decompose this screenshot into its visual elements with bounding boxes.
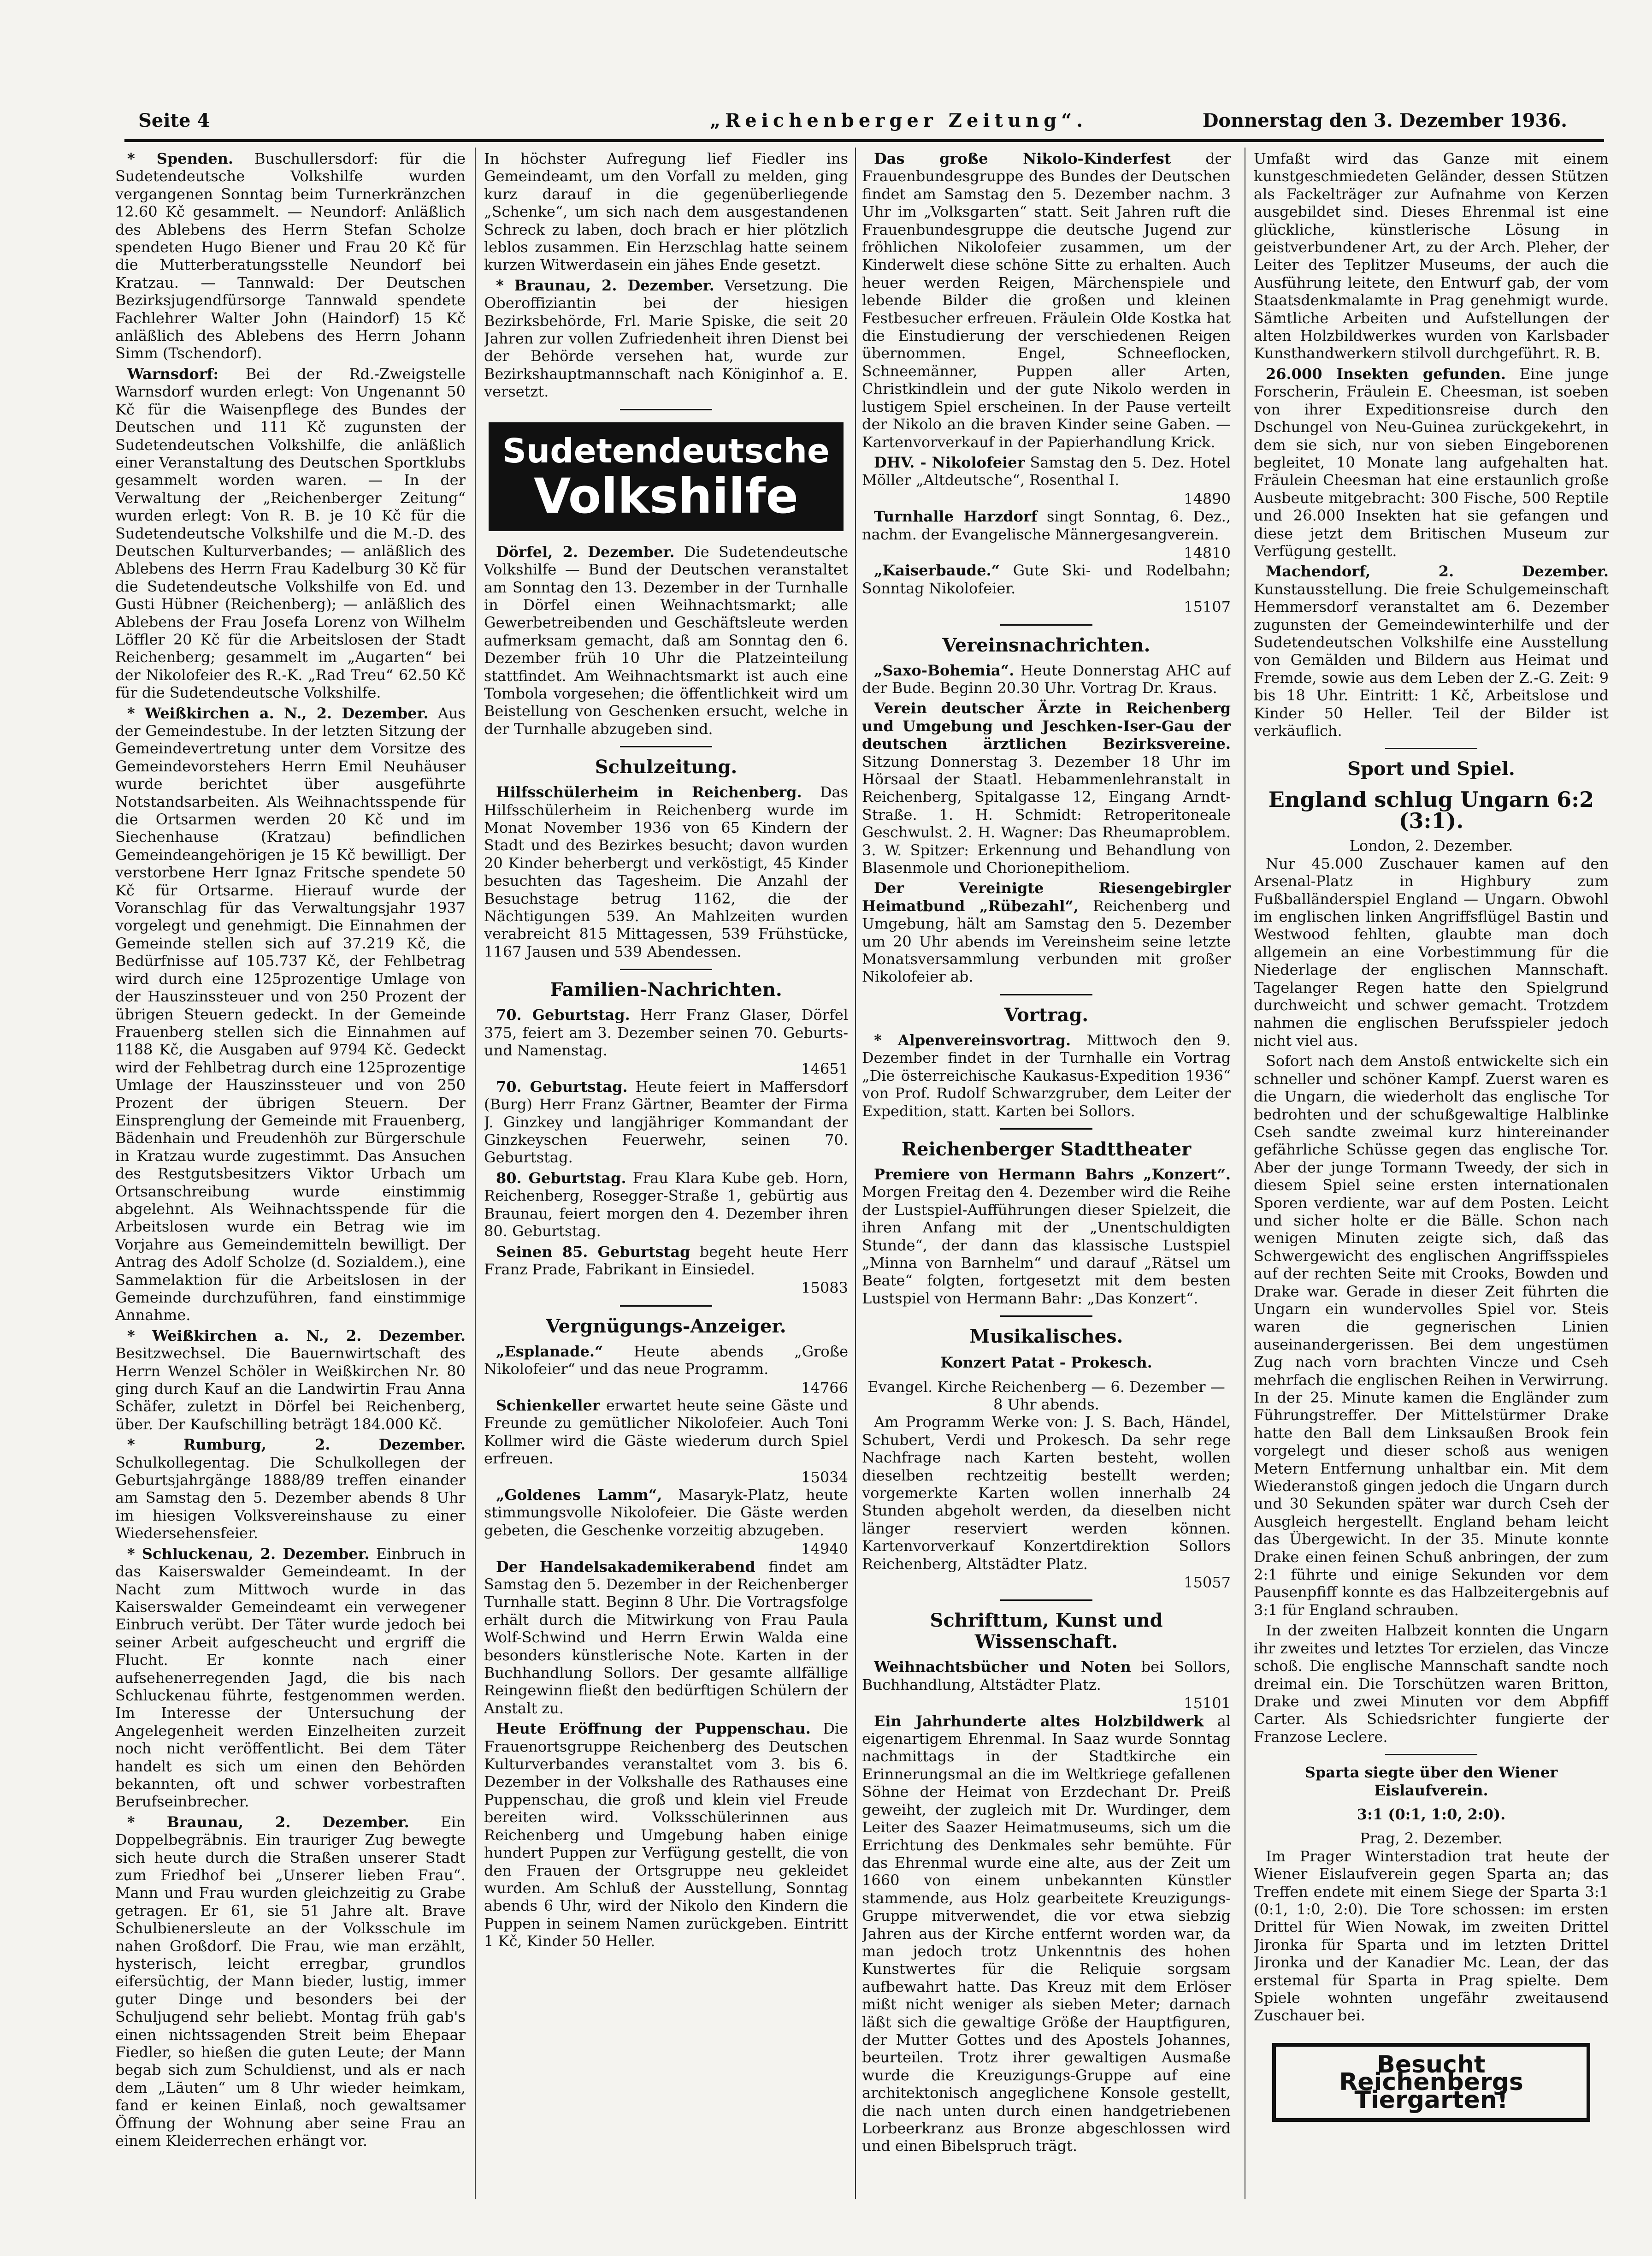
volkshilfe-logo: Sudetendeutsche Volkshilfe [489, 422, 844, 531]
notice-number: 14651 [801, 1060, 848, 1078]
notice: Heute Eröffnung der Puppenschau. Die Frauenortsgruppe Reichenberg des Deutschen Kulturverbandes veranstaltet vom 3. bis 6. Dezember in der Volkshalle des Rathauses eine Puppenschau, die groß und klein viel Freude bereiten wird. Volksschülerinnen aus Reichenberg und Umgebung haben einige hundert Puppen zur Verfügung gestellt, die von den Frauen der Ortsgruppe neu gekleidet wurden. Am Schluß der Ausstellung, Sonntag abends 6 Uhr, wird der Nikolo den Kindern die Puppen in seinem Namen zurückgeben. Eintritt 1 Kč, Kinder 50 Heller. [484, 1720, 848, 1950]
notice-number: 15083 [801, 1279, 848, 1297]
article: Machendorf, 2. Dezember. Kunstausstellung. Die freie Schulgemeinschaft Hemmersdorf veranstaltet am 6. Dezember zugunsten der Gemeindewinterhilfe und der Sudetendeutschen Volkshilfe eine Ausstellung von Gemälden und Bildern aus Heimat und Fremde, sowie aus dem Leben der Z.-G. Zeit: 9 bis 18 Uhr. Eintritt: 1 Kč, Arbeitslose und Kinder 50 Heller. Teil der Bilder ist verkäuflich. [1254, 563, 1609, 740]
match-score: 3:1 (0:1, 1:0, 2:0). [1357, 1805, 1506, 1823]
section-heading: Sport und Spiel. [1347, 758, 1515, 780]
section-heading: Familien-Nachrichten. [550, 979, 782, 1001]
article: Warnsdorf: Bei der Rd.-Zweigstelle Warnsdorf wurden erlegt: Von Ungenannt 50 Kč für die Waisenpflege des Bundes der Deutschen und 111 Kč zugunsten der Sudetendeutschen Volkshilfe, die anläßlich einer Veranstaltung des Deutschen Sportklubs gesammelt worden waren. — In der Verwaltung der „Reichenberger Zeitung“ wurden erlegt: Von R. B. je 10 Kč für die Sudetendeutsche Volkshilfe und die M.-D. des Deutschen Kulturverbandes; — anläßlich des Ablebens des Herrn Frau Kadelburg 30 Kč für die Sudetendeutsche Volkshilfe von Ed. und Gusti Hübner (Reichenberg); — anläßlich des Ablebens der Frau Josefa Lorenz von Wilhelm Löffler 20 Kč für die Arbeitslosen der Stadt Reichenberg; gesammelt im „Augarten“ bei der Nikolofeier des R.-K. „Rad Treu“ 62.50 Kč für die Sudetendeutsche Volkshilfe. [115, 365, 466, 702]
notice: Seinen 85. Geburtstag begeht heute Herr Franz Prade, Fabrikant in Einsiedel. [484, 1243, 848, 1278]
separator [1000, 1599, 1092, 1601]
paragraph: Sofort nach dem Anstoß entwickelte sich ein schneller und schöner Kampf. Zuerst waren es die Ungarn, die wiederholt das englische Tor bedrohten und der schußgewaltige Halblinke Cseh sandte zweimal kurz hintereinander gefährliche Schüsse gegen das englische Tor. Aber der junge Tormann Tweedy, der sich in diesem Spiel seine ersten internationalen Sporen verdiente, war auf dem Posten. Leicht und sicher holte er die Bälle. Schon nach wenigen Minuten zeigte sich, daß das Schwergewicht des englischen Angriffsspieles auf der rechten Seite mit Crooks, Bowden und Drake war. Gerade in dieser Zeit führten die Ungarn ein wundervolles Spiel vor. Steis waren die gegnerischen Linien auseinandergerissen. Bei dem ungestümen Zug nach vorn brachten Vincze und Cseh mehrfach die englischen Reihen in Verwirrung. In der 25. Minute kamen die Engländer zum Führungstreffer. Der Mittelstürmer Drake hatte den Ball dem Linksaußen Brook fein vorgelegt und dieser schoß aus wenigen Metern Entfernung unhaltbar ein. Mit dem Wiederanstoß gingen jedoch die Ungarn durch und 30 Sekunden später war durch Cseh der Ausgleich hergestellt. England beham leicht das Übergewicht. In der 35. Minute konnte Drake einen feinen Schuß anbringen, der zum 2:1 führte und einige Sekunden vor dem Pausenpfiff konnte es das Halbzeitergebnis auf 3:1 für England schrauben. [1254, 1052, 1609, 1619]
column-rule [855, 148, 856, 2199]
separator [1385, 748, 1477, 749]
paragraph: Nur 45.000 Zuschauer kamen auf den Arsenal-Platz in Highbury zum Fußballänderspiel England — Ungarn. Obwohl im englischen linken Angriffsflügel Bastin und Westwood fehlten, glaubte man doch allgemein an eine Vorbestimmung für die Niederlage der englischen Mannschaft. Tagelanger Regen hatte den Spielgrund durchweicht und schwer gemacht. Trotzdem nahmen die englischen Berufsspieler jedoch nicht viel aus. [1254, 854, 1609, 1049]
section-heading: Schulzeitung. [595, 756, 738, 778]
separator [1000, 1128, 1092, 1130]
section-heading: Musikalisches. [969, 1326, 1123, 1348]
paragraph: In der zweiten Halbzeit konnten die Ungarn ihr zweites und letztes Tor erzielen, das Vincze schoß. Die englische Mannschaft sandte noch dreimal ein. Die Torschützen waren Britton, Drake und zwei Minuten vor dem Abpfiff Carter. Als Schiedsrichter fungierte der Franzose Leclere. [1254, 1622, 1609, 1746]
column-2 [484, 150, 848, 2197]
notice-number: 15057 [1184, 1574, 1231, 1592]
article: * Spenden. Buschullersdorf: für die Sudetendeutsche Volkshilfe wurden vergangenen Sonntag beim Turnerkränzchen 12.60 Kč gesammelt. — Neundorf: Anläßlich des Ablebens des Herrn Stefan Scholze spendeten Hugo Biener und Frau 20 Kč für die Mutterberatungsstelle Neundorf bei Kratzau. — Tannwald: Der Deutschen Bezirksjugendfürsorge Tannwald spendete Fachlehrer Walter John (Haindorf) 15 Kč anläßlich des Ablebens des Herrn Johann Simm (Tschendorf). [115, 150, 466, 362]
section-heading: Schrifttum, Kunst und Wissenschaft. [930, 1610, 1163, 1653]
notice: Verein deutscher Ärzte in Reichenberg und Umgebung und Jeschken-Iser-Gau der deutschen ärztlichen Bezirksvereine. Sitzung Donnerstag 3. Dezember 18 Uhr im Hörsaal der Staatl. Hebammenlehranstalt in Reichenberg, Spitalgasse 12, Eingang Arndt-Straße. 1. H. Schmidt: Retroperitoneale Geschwulst. 2. H. Wagner: Das Rheumaproblem. 3. W. Spitzer: Erkennung und Behandlung von Blasenmole und Chorionepitheliom. [862, 699, 1231, 877]
concert-venue: Evangel. Kirche Reichenberg — 6. Dezember — 8 Uhr abends. [867, 1378, 1225, 1413]
article: * Rumburg, 2. Dezember. Schulkollegentag. Die Schulkollegen der Geburtsjahrgänge 1888/89 treffen einander am Samstag den 5. Dezember abends 8 Uhr im hiesigen Volksvereinshause zu einer Wiedersehensfeier. [115, 1436, 466, 1542]
newspaper-title: „Reichenberger Zeitung“. [710, 110, 1088, 131]
issue-date: Donnerstag den 3. Dezember 1936. [1202, 110, 1567, 131]
article: * Weißkirchen a. N., 2. Dezember. Besitzwechsel. Die Bauernwirtschaft des Herrn Wenzel Schöler in Weißkirchen Nr. 80 ging durch Kauf an die Landwirtin Frau Anna Schäfer, zuletzt in Dörfel bei Reichenberg, über. Der Kaufschilling beträgt 184.000 Kč. [115, 1326, 466, 1433]
column-rule [475, 148, 476, 2199]
section-heading: Vortrag. [1004, 1004, 1089, 1026]
separator [620, 746, 712, 747]
separator [620, 409, 712, 410]
notice: Das große Nikolo-Kinderfest der Frauenbundesgruppe des Bundes der Deutschen findet am Samstag den 5. Dezember nachm. 3 Uhr im „Volksgarten“ statt. Seit Jahren ruft die Frauenbundesgruppe die deutsche Jugend zur fröhlichen Nikolofeier zusammen, um der Kinderwelt diese schöne Sitte zu erhalten. Auch heuer werden Reigen, Märchenspiele und lebende Bilder die großen und kleinen Festbesucher erfreuen. Fräulein Olde Kostka hat die Einstudierung der verschiedenen Reigen übernommen. Engel, Schneeflocken, Schneemänner, Puppen aller Arten, Christkindlein und der gute Nikolo werden in lustigem Spiel erscheinen. In der Pause verteilt der Nikolo an die braven Kinder seine Gaben. — Kartenvorverkauf in der Papierhandlung Krick. [862, 150, 1231, 451]
notice-number: 14766 [801, 1379, 848, 1397]
article: 26.000 Insekten gefunden. Eine junge Forscherin, Fräulein E. Cheesman, ist soeben von ihrer Expeditionsreise durch den Dschungel von Neu-Guinea zurückgekehrt, in dem sie sich, nur von sieben Eingeborenen begleitet, 10 Monate lang aufgehalten hat. Fräulein Cheesman hat eine erstaunlich große Ausbeute mitgebracht: 300 Fische, 500 Reptile und 26.000 Insekten hat sie gefangen und diese jetzt dem Britischen Museum zur Verfügung gestellt. [1254, 365, 1609, 560]
column-4 [1254, 150, 1609, 2197]
notice: DHV. - Nikolofeier Samstag den 5. Dez. Hotel Möller „Altdeutsche“, Rosenthal I. [862, 453, 1231, 489]
zoo-advertisement: Besucht Reichenbergs Tiergarten! [1272, 2043, 1590, 2122]
header-rule [124, 139, 1604, 142]
notice: Der Vereinigte Riesengebirgler Heimatbund „Rübezahl“, Reichenberg und Umgebung, hält am Samstag den 5. Dezember um 20 Uhr abends im Vereinsheim seine letzte Monatsversammlung verbunden mit großer Nikolofeier ab. [862, 879, 1231, 986]
notice: 70. Geburtstag. Herr Franz Glaser, Dörfel 375, feiert am 3. Dezember seinen 70. Geburts- und Namenstag. [484, 1006, 848, 1060]
notice: 80. Geburtstag. Frau Klara Kube geb. Horn, Reichenberg, Rosegger-Straße 1, gebürtig aus Braunau, feiert morgen den 4. Dezember ihren 80. Geburtstag. [484, 1169, 848, 1240]
section-heading: Vereinsnachrichten. [942, 634, 1150, 656]
section-heading: Vergnügungs-Anzeiger. [546, 1315, 786, 1337]
notice-number: 14890 [1184, 490, 1231, 508]
notice-number: 15101 [1184, 1694, 1231, 1712]
notice-number: 14940 [801, 1540, 848, 1558]
article: Hilfsschülerheim in Reichenberg. Das Hilfsschülerheim in Reichenberg wurde im Monat November 1936 von 65 Kindern der Stadt und des Bezirkes besucht; davon wurden 20 Kinder beherbergt und verköstigt, 45 Kinder besuchten das Tagesheim. Die Anzahl der Besuchstage betrug 1162, die der Nächtigungen 539. An Mahlzeiten wurden verabreicht 815 Mittagessen, 539 Frühstücke, 1167 Jausen und 539 Abendessen. [484, 783, 848, 960]
notice: Am Programm Werke von: J. S. Bach, Händel, Schubert, Verdi und Prokesch. Da sehr rege Nachfrage nach Karten besteht, wollen dieselben rechtzeitig bestellt werden; vorgemerkte Karten wollen innerhalb 24 Stunden abgeholt werden, da dieselben nicht länger reserviert werden können. Kartenvorverkauf Konzertdirektion Sollors Reichenberg, Altstädter Platz. [862, 1413, 1231, 1573]
separator [620, 969, 712, 970]
separator [1000, 994, 1092, 995]
notice-number: 14810 [1184, 544, 1231, 562]
article: * Braunau, 2. Dezember. Ein Doppelbegräbnis. Ein trauriger Zug bewegte sich heute durch die Straßen unserer Stadt zum Friedhof bei „Unserer lieben Frau“. Mann und Frau wurden gleichzeitig zu Grabe getragen. Er 61, sie 51 Jahre alt. Brave Schulbienersleute an der Volksschule im nahen Großdorf. Die Frau, wie man erzählt, hysterisch, leicht erregbar, grundlos eifersüchtig, der Mann bieder, lustig, immer guter Dinge und besonders bei der Schuljugend sehr beliebt. Montag früh gab's einen nichtssagenden Streit beim Ehepaar Fiedler, so hießen die guten Leute; der Mann begab sich zum Schuldienst, und als er nach dem „Läuten“ um 8 Uhr wieder heimkam, fand er keinen Einlaß, noch gewaltsamer Öffnung der Wohnung aber seine Frau an einem Kleiderrechen erhängt vor. [115, 1813, 466, 2150]
separator [1385, 1754, 1477, 1755]
notice: 70. Geburtstag. Heute feiert in Maffersdorf (Burg) Herr Franz Gärtner, Beamter der Firma J. Ginzkey und langjähriger Kommandant der Ginzkeyschen Feuerwehr, seinen 70. Geburtstag. [484, 1078, 848, 1166]
dateline: Prag, 2. Dezember. [1360, 1830, 1503, 1847]
match-headline: England schlug Ungarn 6:2 (3:1). [1268, 787, 1594, 834]
article: Dörfel, 2. Dezember. Die Sudetendeutsche Volkshilfe — Bund der Deutschen veranstaltet am Sonntag den 13. Dezember in der Turnhalle in Dörfel einen Weihnachtsmarkt; alle Gewerbetreibenden und Geschäftsleute werden aufmerksam gemacht, daß am Sonntag den 6. Dezember früh 10 Uhr die Platzeinteilung stattfindet. Am Weihnachtsmarkt ist auch eine Tombola vorgesehen; die öffentlichkeit wird um Beistellung von Geschenken ersucht, welche in der Turnhalle abzugeben sind. [484, 543, 848, 738]
notice: Schienkeller erwartet heute seine Gäste und Freunde zu gemütlicher Nikolofeier. Auch Toni Kollmer wird die Gäste wiederum durch Spiel erfreuen. [484, 1396, 848, 1468]
notice: Der Handelsakademikerabend findet am Samstag den 5. Dezember in der Reichenberger Turnhalle statt. Beginn 8 Uhr. Die Vortragsfolge erhält durch die Mitwirkung von Frau Paula Wolf-Schwind und Herrn Erwin Walda eine besonders künstlerische Note. Karten in der Buchhandlung Sollors. Der gesamte allfällige Reingewinn fließt den bedürftigen Schülern der Anstalt zu. [484, 1557, 848, 1717]
article: * Braunau, 2. Dezember. Versetzung. Die Oberoffiziantin bei der hiesigen Bezirksbehörde, Frl. Marie Spiske, die seit 20 Jahren zur vollen Zufriedenheit ihren Dienst bei der Behörde versehen hat, wurde zur Bezirkshauptmannschaft nach Königinhof a. E. versetzt. [484, 276, 848, 401]
notice: „Kaiserbaude.“ Gute Ski- und Rodelbahn; Sonntag Nikolofeier. [862, 562, 1231, 597]
notice: „Goldenes Lamm“, Masaryk-Platz, heute stimmungsvolle Nikolofeier. Die Gäste werden gebeten, die Geschenke vorzeitig abzugeben. [484, 1486, 848, 1539]
article: * Weißkirchen a. N., 2. Dezember. Aus der Gemeindestube. In der letzten Sitzung der Gemeindevertretung unter dem Vorsitze des Gemeindevorstehers Herrn Emil Neuhäuser wurde berichtet über ausgeführte Notstandsarbeiten. Als Weihnachtsspende für die Ortsarmen werden 20 Kč und im Siechenhause (Kratzau) befindlichen Gemeindeangehörigen je 15 Kč bewilligt. Der verstorbene Herr Ignaz Fritsche spendete 50 Kč für Ortsarme. Hierauf wurde der Voranschlag für das Verwaltungsjahr 1937 vorgelegt und genehmigt. Die Einnahmen der Gemeinde stellen sich auf 37.219 Kč, die Bedürfnisse auf 105.737 Kč, der Fehlbetrag wird durch eine 125prozentige Umlage von der Hauszinssteuer und von 250 Prozent der übrigen Steuern gedeckt. In der Gemeinde Frauenberg stellen sich die Einnahmen auf 1188 Kč, die Ausgaben auf 9794 Kč. Gedeckt wird der Fehlbetrag durch eine 125prozentige Umlage der Hauszinssteuer und von 250 Prozent der übrigen Steuern. Der Einsprenglung der Gemeinde mit Frauenberg, Bädenhain und Freudenhöh zur Bürgerschule in Kratzau wurde zugestimmt. Das Ansuchen des Restgutsbesitzers Viktor Urbach um Ortsanschreibung wurde einstimmig abgelehnt. Als Weihnachtsspende für die Arbeitslosen wurde ein Betrag wie im Vorjahre aus Gemeindemitteln bewilligt. Der Antrag des Adolf Scholze (d. Sozialdem.), eine Sammelaktion für die Arbeitslosen in der Gemeinde durchzuführen, fand einstimmige Annahme. [115, 704, 466, 1324]
article-continuation: Umfaßt wird das Ganze mit einem kunstgeschmiedeten Geländer, dessen Stützen als Fackelträger zur Aufnahme von Kerzen ausgebildet sind. Dieses Ehrenmal ist eine glückliche, künstlerische Lösung in geistverbundener Art, zu der Arch. Pleher, der Leiter des Teplitzer Museums, der auch die Ausführung leitete, den Entwurf gab, der vom Staatsdenkmalamte in Prag genehmigt wurde. Sämtliche Arbeiten und Aufstellungen der alten Holzbildwerkes wurden von Karlsbader Kunsthandwerkern stilvoll durchgeführt. R. B. [1254, 150, 1609, 362]
separator [1000, 624, 1092, 626]
column-1 [115, 150, 466, 2197]
notice-number: 15034 [801, 1468, 848, 1486]
notice: Weihnachtsbücher und Noten bei Sollors, Buchhandlung, Altstädter Platz. [862, 1658, 1231, 1693]
notice: Premiere von Hermann Bahrs „Konzert“. Morgen Freitag den 4. Dezember wird die Reihe der Lustspiel-Aufführungen dieser Spielzeit, die ihren Anfang mit der „Unentschuldigten Stunde“, der dann das klassische Lustspiel „Minna von Barnhelm“ und darauf „Rätsel um Beate“ folgten, fortgesetzt mit dem besten Lustspiel von Hermann Bahr: „Das Konzert“. [862, 1165, 1231, 1307]
page-header [120, 110, 1567, 137]
section-heading: Reichenberger Stadttheater [901, 1138, 1192, 1160]
separator [1000, 1315, 1092, 1317]
notice: Turnhalle Harzdorf singt Sonntag, 6. Dez., nachm. der Evangelische Männergesangverein. [862, 508, 1231, 543]
notice: * Alpenvereinsvortrag. Mittwoch den 9. Dezember findet in der Turnhalle ein Vortrag „Die österreichische Kaukasus-Expedition 1936“ von Prof. Rudolf Schwarzgruber, dem Leiter der Expedition, statt. Karten bei Sollors. [862, 1031, 1231, 1120]
concert-title: Konzert Patat - Prokesch. [940, 1354, 1152, 1372]
paragraph: Im Prager Winterstadion trat heute der Wiener Eislaufverein gegen Sparta an; das Treffen endete mit einem Siege der Sparta 3:1 (0:1, 1:0, 2:0). Die Tore schossen: im ersten Drittel für Wien Nowak, im zweiten Drittel Jironka für Sparta und im letzten Drittel Jironka und der Kanadier Mc. Lean, der das erstemal für Sparta in Prag spielte. Dem Spiele wohnten ungefähr zweitausend Zuschauer bei. [1254, 1847, 1609, 2025]
notice: „Esplanade.“ Heute abends „Große Nikolofeier“ und das neue Programm. [484, 1342, 848, 1378]
article-continuation: In höchster Aufregung lief Fiedler ins Gemeindeamt, um den Vorfall zu melden, ging kurz darauf in die gegenüberliegende „Schenke“, um sich nach dem ausgestandenen Schreck zu laben, doch brach er hier plötzlich leblos zusammen. Ein Herzschlag hatte seinem kurzen Witwerdasein ein jähes Ende gesetzt. [484, 150, 848, 274]
column-3 [862, 150, 1231, 2197]
match-headline: Sparta siegte über den Wiener Eislaufverein. [1304, 1764, 1558, 1799]
article: * Schluckenau, 2. Dezember. Einbruch in das Kaiserswalder Gemeindeamt. In der Nacht zum Mittwoch wurde in das Kaiserswalder Gemeindeamt ein verwegener Einbruch verübt. Der Täter wurde jedoch bei seiner Arbeit aufgescheucht und ergriff die Flucht. Er konnte nach einer aufsehenerregenden Jagd, die bis nach Schluckenau führte, festgenommen werden. Im Interesse der Untersuchung der Angelegenheit werden Einzelheiten zurzeit noch nicht veröffentlicht. Bei dem Täter handelt es sich um einen den Behörden bekannten, oft und schwer vorbestraften Berufseinbrecher. [115, 1545, 466, 1811]
notice: „Saxo-Bohemia“. Heute Donnerstag AHC auf der Bude. Beginn 20.30 Uhr. Vortrag Dr. Kraus. [862, 661, 1231, 697]
dateline: London, 2. Dezember. [1349, 837, 1513, 855]
notice: Ein Jahrhunderte altes Holzbildwerk al eigenartigem Ehrenmal. In Saaz wurde Sonntag nachmittags in der Stadtkirche ein Erinnerungsmal an die im Weltkriege gefallenen Söhne der Heimat von Erzdechant Dr. Preiß geweiht, der zugleich mit Dr. Wurdinger, dem Leiter des Saazer Heimatmuseums, sich um die Errichtung des Denkmales sehr bemühte. Für das Ehrenmal wurde eine alte, aus der Zeit um 1660 von einem unbekannten Künstler stammende, aus Holz gearbeitete Kreuzigungs-Gruppe mitverwendet, die vor etwa siebzig Jahren aus der Kirche entfernt worden war, da man jedoch trotz Unkenntnis des hohen Kunstwertes für die Reliquie sorgsam aufbewahrt hatte. Das Kreuz mit dem Erlöser mißt nicht weniger als sieben Meter; darnach läßt sich die gewaltige Größe der Hauptfiguren, der Mutter Gottes und des Apostels Johannes, beurteilen. Trotz ihrer gewaltigen Ausmaße wurde die Kreuzigungs-Gruppe auf eine architektonisch angeglichene Konsole gestellt, die nach unten durch einen handgetriebenen Lorbeerkranz aus Bronze abgeschlossen wird und einen Bibelspruch trägt. [862, 1712, 1231, 2155]
notice-number: 15107 [1184, 598, 1231, 616]
separator [620, 1305, 712, 1307]
page-number: Seite 4 [138, 110, 210, 131]
